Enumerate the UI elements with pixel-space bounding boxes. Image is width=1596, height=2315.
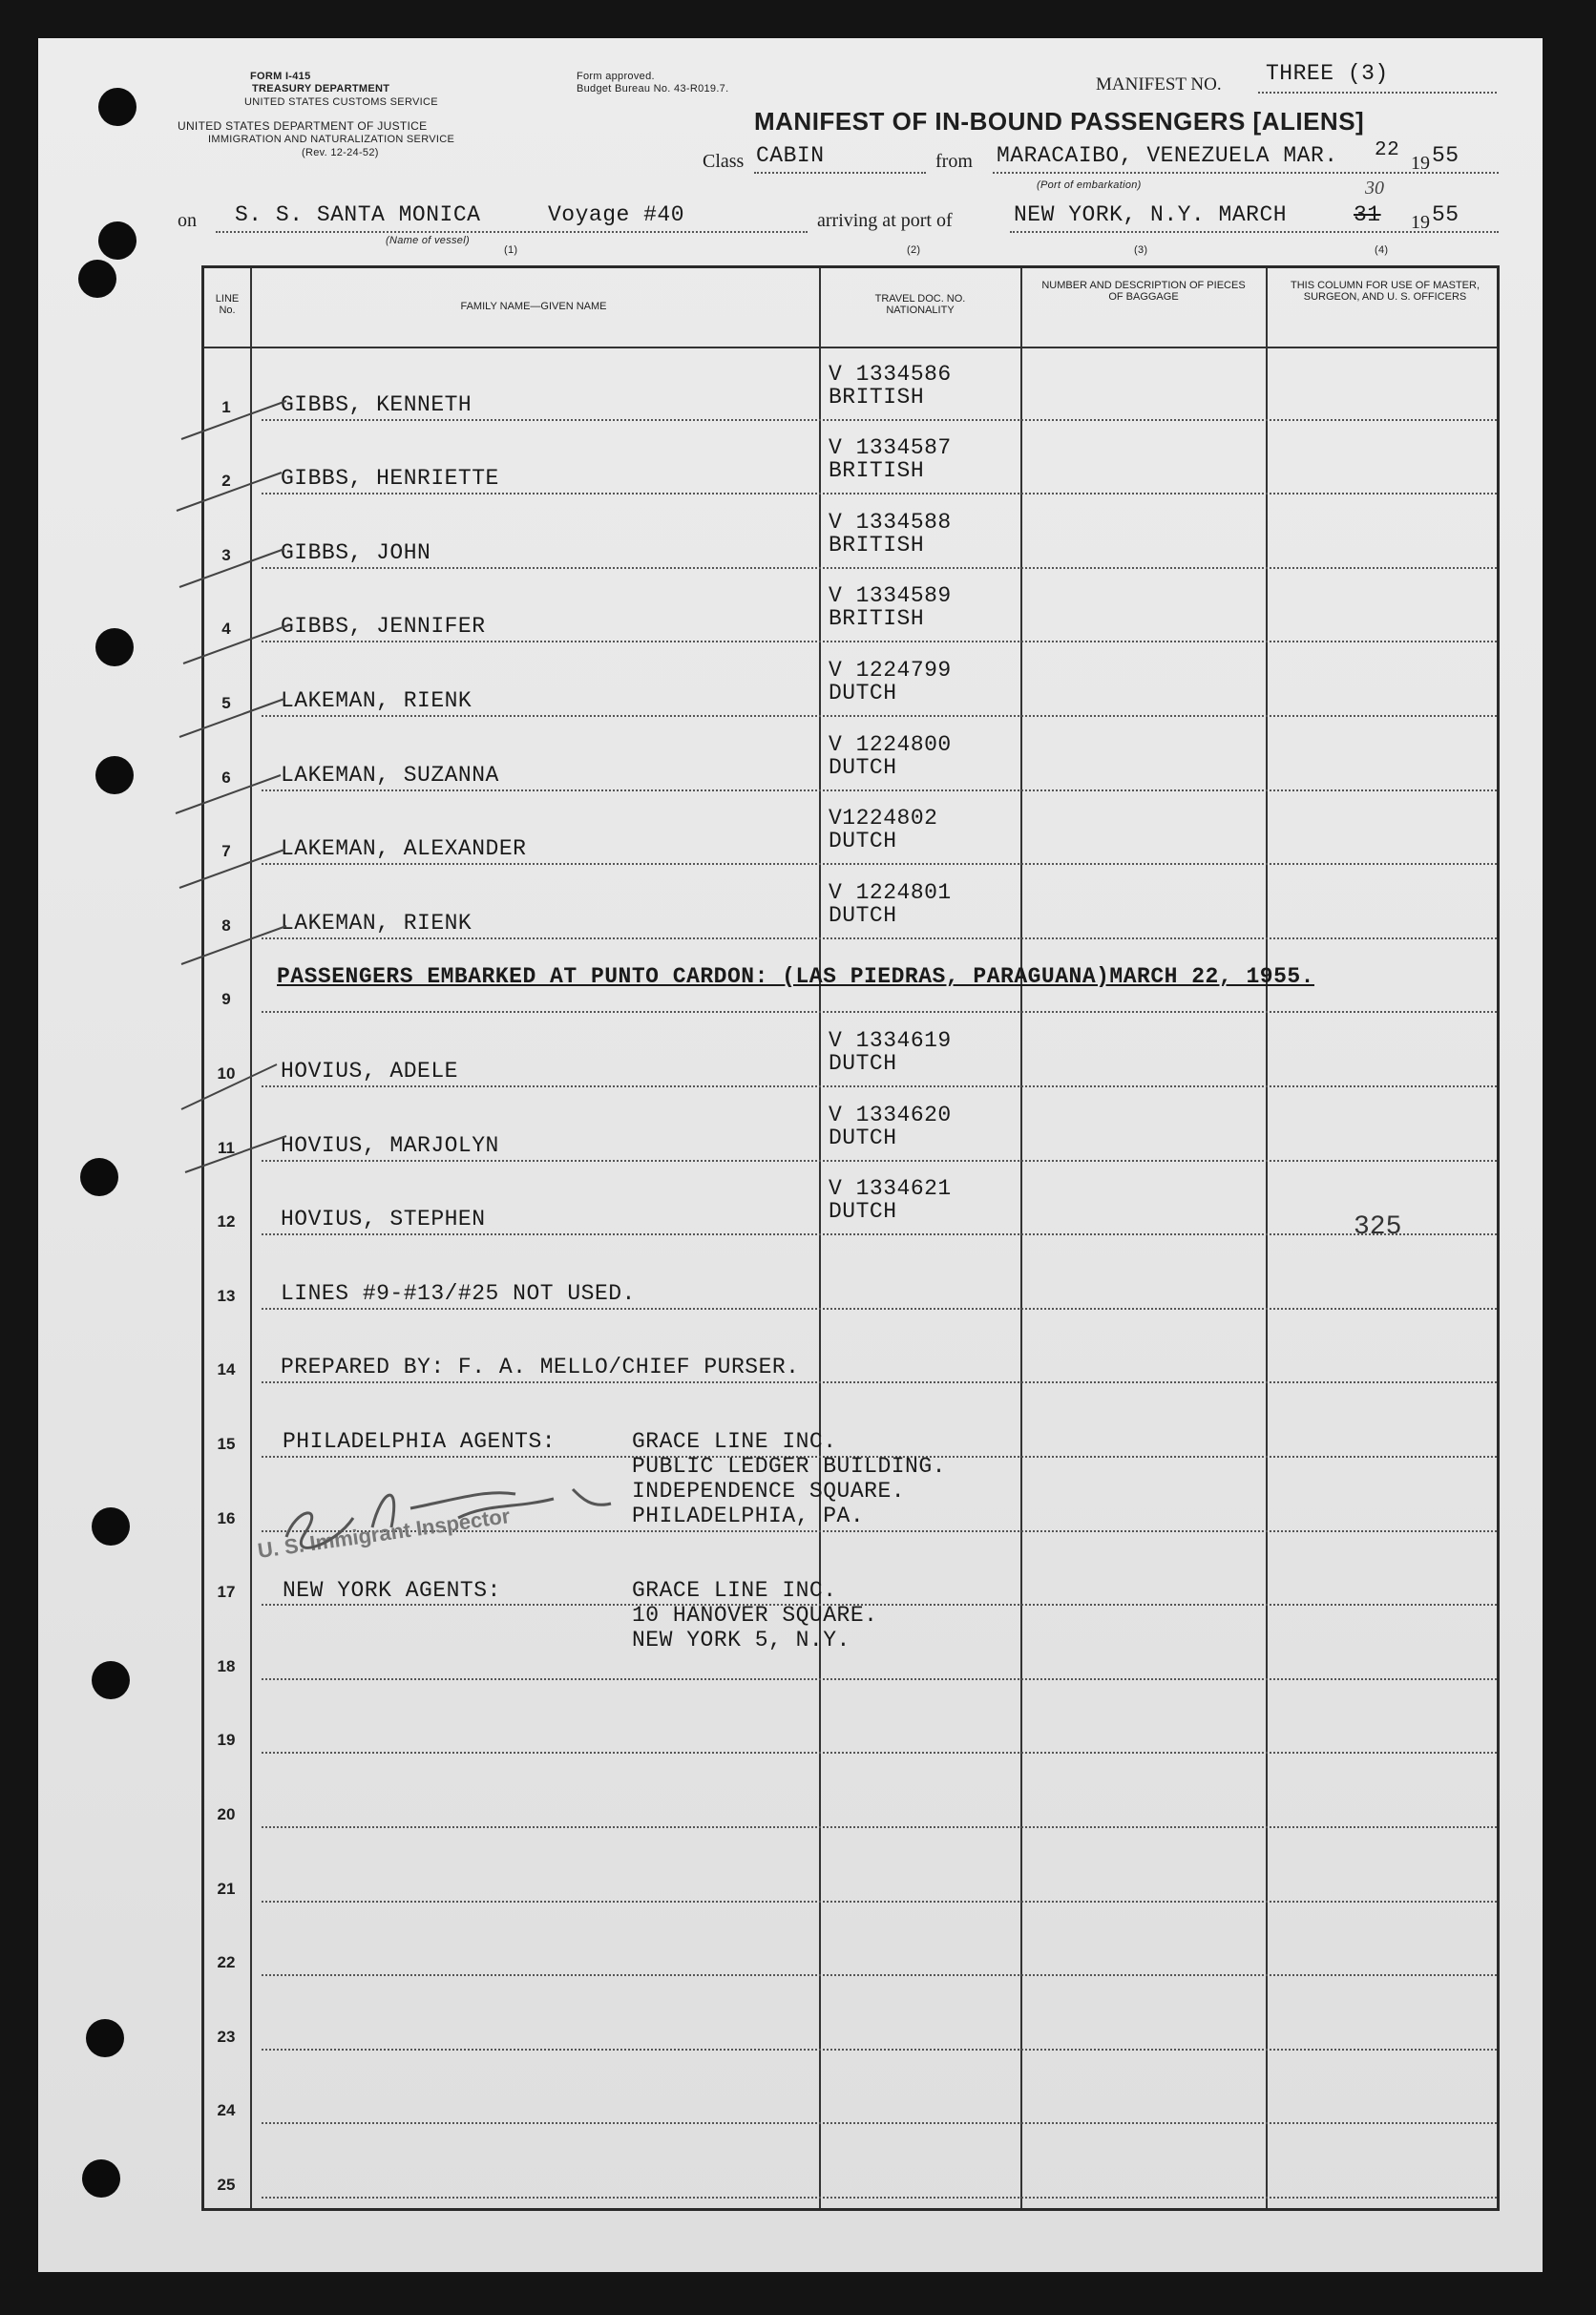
nationality: DUTCH: [829, 754, 897, 780]
row-number: 20: [217, 1805, 236, 1823]
newyork-agent-line: 10 HANOVER SQUARE.: [632, 1603, 878, 1628]
passenger-name: LINES #9-#13/#25 NOT USED.: [281, 1280, 636, 1306]
travel-doc-number: V 1334619: [829, 1028, 952, 1053]
caption-4: (4): [1375, 244, 1389, 256]
row-number: 25: [217, 2176, 236, 2194]
nationality: BRITISH: [829, 384, 925, 410]
philadelphia-agent-line: GRACE LINE INC.: [632, 1429, 837, 1454]
punch-hole: [92, 1661, 130, 1699]
row-divider: [262, 789, 1497, 791]
caption-3: (3): [1134, 244, 1148, 256]
passenger-name: GIBBS, JOHN: [281, 539, 431, 565]
nationality: DUTCH: [829, 1125, 897, 1150]
row-number: 1: [221, 397, 231, 416]
punch-hole: [92, 1507, 130, 1546]
passenger-name: PREPARED BY: F. A. MELLO/CHIEF PURSER.: [281, 1355, 800, 1380]
arriving-year: 55: [1432, 202, 1460, 227]
vessel-caption: (Name of vessel): [386, 235, 470, 246]
travel-doc-number: V1224802: [829, 806, 938, 831]
newyork-agent-line: NEW YORK 5, N.Y.: [632, 1628, 850, 1652]
travel-doc-number: V 1334621: [829, 1176, 952, 1202]
arriving-port: NEW YORK, N.Y. MARCH: [1014, 202, 1288, 227]
row-number: 6: [221, 768, 231, 787]
row-divider: [262, 2197, 1497, 2199]
caption-1: (1): [504, 244, 518, 256]
punch-hole: [98, 88, 136, 126]
newyork-agent-line: GRACE LINE INC.: [632, 1578, 837, 1603]
row-divider: [262, 1308, 1497, 1310]
row-divider: [262, 1233, 1497, 1235]
row-number: 3: [221, 545, 231, 564]
philadelphia-agent-line: PHILADELPHIA, PA.: [632, 1504, 865, 1528]
passenger-name: HOVIUS, ADELE: [281, 1059, 458, 1084]
budget-bureau-number: Budget Bureau No. 43-R019.7.: [577, 83, 729, 95]
embarkation-year-prefix: 19: [1411, 153, 1430, 174]
embarkation-day: 22: [1375, 139, 1400, 161]
philadelphia-agents-label: PHILADELPHIA AGENTS:: [283, 1429, 556, 1454]
punch-hole: [78, 260, 116, 298]
arriving-year-prefix: 19: [1411, 212, 1430, 233]
inspector-stamp: U. S. Immigrant Inspector: [256, 1504, 512, 1564]
row-number: 23: [217, 2027, 236, 2046]
vessel-line: [216, 231, 808, 233]
row-number: 16: [217, 1508, 236, 1527]
form-approved: Form approved.: [577, 71, 655, 82]
department-of-justice: UNITED STATES DEPARTMENT OF JUSTICE: [178, 119, 428, 133]
passenger-name: GIBBS, HENRIETTE: [281, 466, 499, 492]
row-number: 10: [217, 1064, 236, 1083]
row-number: 21: [217, 1879, 236, 1898]
treasury-department: TREASURY DEPARTMENT: [252, 83, 390, 95]
row-number: 24: [217, 2101, 236, 2120]
port-of-embarkation: MARACAIBO, VENEZUELA MAR.: [997, 143, 1338, 168]
nationality: DUTCH: [829, 1199, 897, 1225]
form-number: FORM I-415: [250, 71, 311, 82]
vessel-name: S. S. SANTA MONICA: [235, 202, 481, 227]
nationality: DUTCH: [829, 1051, 897, 1076]
from-line: [993, 172, 1499, 174]
newyork-agents-label: NEW YORK AGENTS:: [283, 1578, 501, 1603]
philadelphia-agent-line: INDEPENDENCE SQUARE.: [632, 1479, 906, 1504]
nationality: DUTCH: [829, 681, 897, 705]
nationality: BRITISH: [829, 606, 925, 632]
row-number: 15: [217, 1435, 236, 1453]
travel-doc-number: V 1334620: [829, 1102, 952, 1127]
caption-2: (2): [907, 244, 921, 256]
row-divider: [262, 1974, 1497, 1976]
column-divider: [1020, 268, 1022, 2208]
row-number: 19: [217, 1731, 236, 1750]
passenger-name: LAKEMAN, ALEXANDER: [281, 836, 527, 862]
col-header-travel-doc: TRAVEL DOC. NO. NATIONALITY: [874, 293, 966, 316]
nationality: DUTCH: [829, 902, 897, 928]
row-number: 9: [221, 990, 231, 1009]
on-label: on: [178, 210, 197, 231]
passenger-name: HOVIUS, MARJOLYN: [281, 1132, 499, 1158]
row-divider: [262, 1678, 1497, 1680]
class-label: Class: [703, 151, 745, 172]
row-divider: [262, 1011, 1497, 1013]
header-divider: [204, 347, 1497, 348]
row-divider: [262, 1752, 1497, 1754]
arriving-day-struck: 31: [1354, 202, 1381, 227]
travel-doc-number: V 1224801: [829, 879, 952, 905]
port-embarkation-caption: (Port of embarkation): [1037, 179, 1142, 191]
passenger-name: HOVIUS, STEPHEN: [281, 1207, 486, 1232]
nationality: BRITISH: [829, 458, 925, 484]
row-divider: [262, 1085, 1497, 1087]
row-divider: [262, 641, 1497, 642]
row-number: 4: [221, 620, 231, 639]
row-number: 17: [217, 1583, 236, 1602]
row-divider: [262, 419, 1497, 421]
punch-hole: [80, 1158, 118, 1196]
inspector-signature: [267, 1451, 630, 1556]
manifest-number: THREE (3): [1266, 61, 1389, 86]
officer-note: 325: [1354, 1212, 1402, 1242]
class-value: CABIN: [756, 143, 825, 168]
arriving-label: arriving at port of: [817, 210, 953, 231]
column-divider: [1266, 268, 1268, 2208]
row-divider: [262, 937, 1497, 939]
travel-doc-number: V 1334586: [829, 361, 952, 387]
arriving-day-handwritten: 30: [1365, 178, 1384, 199]
row-number: 11: [218, 1138, 235, 1157]
row-number: 22: [217, 1953, 236, 1972]
customs-service: UNITED STATES CUSTOMS SERVICE: [244, 96, 438, 108]
row-number: 2: [221, 472, 231, 491]
manifest-table: [201, 265, 1500, 2211]
column-divider: [819, 268, 821, 2208]
row-divider: [262, 1160, 1497, 1162]
col-header-name: FAMILY NAME—GIVEN NAME: [460, 301, 607, 312]
row-number: 14: [217, 1360, 236, 1379]
row-divider: [262, 1381, 1497, 1383]
row-number: 8: [221, 915, 231, 935]
punch-hole: [82, 2159, 120, 2198]
row-divider: [262, 1826, 1497, 1828]
row-number: 5: [221, 694, 231, 712]
embark-note: PASSENGERS EMBARKED AT PUNTO CARDON: (LAS PIEDRAS, PARAGUANA)MARCH 22, 1955.: [277, 964, 1314, 989]
row-divider: [262, 715, 1497, 717]
from-label: from: [935, 151, 973, 172]
manifest-title: MANIFEST OF IN-BOUND PASSENGERS [ALIENS]: [754, 107, 1365, 136]
travel-doc-number: V 1334589: [829, 583, 952, 609]
col-header-baggage: NUMBER AND DESCRIPTION OF PIECES OF BAGGAGE: [1041, 280, 1246, 303]
passenger-name: GIBBS, JENNIFER: [281, 614, 486, 640]
revision-date: (Rev. 12-24-52): [302, 147, 379, 158]
passenger-name: LAKEMAN, RIENK: [281, 910, 472, 936]
passenger-name: LAKEMAN, SUZANNA: [281, 762, 499, 788]
manifest-no-label: MANIFEST NO.: [1096, 74, 1222, 95]
travel-doc-number: V 1224799: [829, 658, 952, 683]
punch-hole: [95, 628, 134, 666]
punch-hole: [95, 756, 134, 794]
nationality: BRITISH: [829, 532, 925, 558]
row-number: 7: [221, 842, 231, 861]
nationality: DUTCH: [829, 829, 897, 854]
voyage-number: Voyage #40: [548, 202, 685, 227]
row-divider: [262, 1901, 1497, 1903]
punch-hole: [98, 221, 136, 260]
row-number: 12: [217, 1212, 236, 1231]
travel-doc-number: V 1224800: [829, 731, 952, 757]
col-header-officers: THIS COLUMN FOR USE OF MASTER, SURGEON, AND U. S. OFFICERS: [1290, 280, 1480, 303]
row-number: 18: [217, 1656, 236, 1675]
travel-doc-number: V 1334588: [829, 509, 952, 535]
row-divider: [262, 2122, 1497, 2124]
row-divider: [262, 567, 1497, 569]
row-number: 13: [217, 1286, 236, 1305]
margin-check-marks: [172, 382, 305, 1241]
row-divider: [262, 2049, 1497, 2051]
passenger-name: GIBBS, KENNETH: [281, 391, 472, 417]
philadelphia-agent-line: PUBLIC LEDGER BUILDING.: [632, 1454, 946, 1479]
row-divider: [262, 493, 1497, 495]
row-divider: [262, 863, 1497, 865]
embarkation-year: 55: [1432, 143, 1460, 168]
class-line: [754, 172, 926, 174]
row-divider: [262, 1604, 1497, 1606]
punch-hole: [86, 2019, 124, 2057]
travel-doc-number: V 1334587: [829, 435, 952, 461]
immigration-service: IMMIGRATION AND NATURALIZATION SERVICE: [208, 134, 455, 145]
passenger-name: LAKEMAN, RIENK: [281, 688, 472, 713]
col-header-line-no: LINE No.: [215, 293, 240, 316]
manifest-no-line: [1258, 92, 1497, 94]
arriving-line: [1010, 231, 1499, 233]
